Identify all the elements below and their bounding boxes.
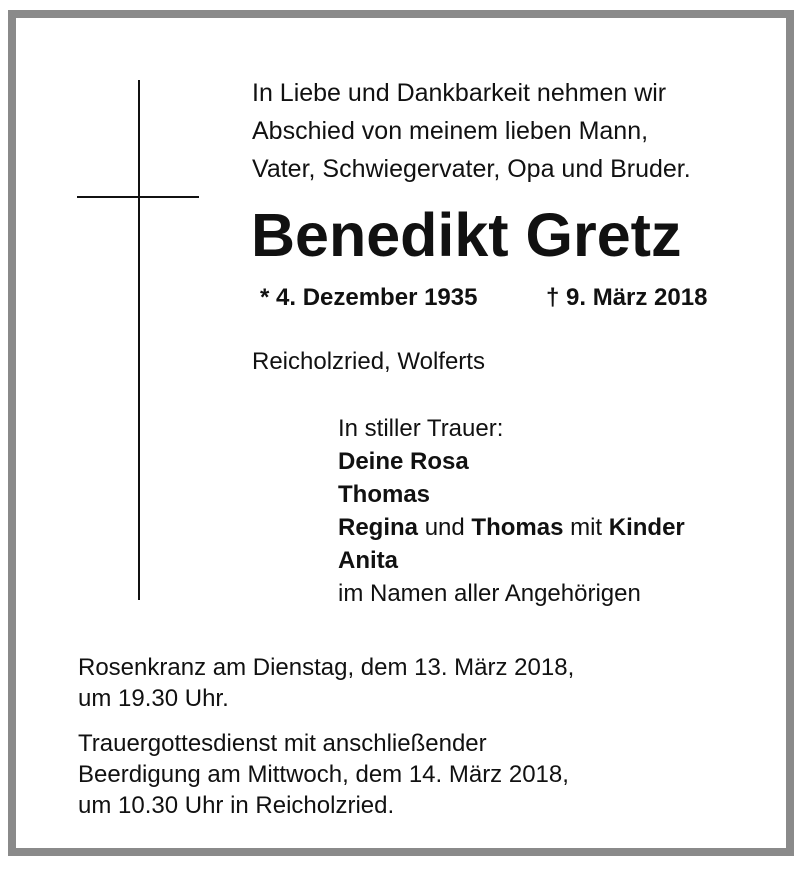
funeral-line: Trauergottesdienst mit anschließender — [78, 730, 487, 757]
mourners-list — [338, 412, 685, 610]
connector-text: mit — [570, 514, 603, 541]
connector-text: und — [424, 514, 465, 541]
obituary-frame — [8, 10, 794, 856]
intro-line: Vater, Schwiegervater, Opa und Bruder. — [252, 155, 691, 183]
service-info — [78, 652, 574, 821]
birth-date: * 4. Dezember 1935 — [260, 284, 478, 311]
intro-line: Abschied von meinem lieben Mann, — [252, 117, 649, 145]
intro-text — [252, 74, 691, 188]
cross-icon-bar — [77, 196, 199, 198]
rosary-line: Rosenkranz am Dienstag, dem 13. März 2018, — [78, 654, 575, 681]
place-of-residence: Reicholzried, Wolferts — [252, 348, 485, 375]
funeral-line: Beerdigung am Mittwoch, dem 14. März 2018, — [78, 761, 569, 788]
mourner-line — [338, 511, 685, 544]
mourners-closing: im Namen aller Angehörigen — [338, 580, 641, 607]
rosary-line: um 19.30 Uhr. — [78, 685, 229, 712]
cross-icon — [138, 80, 140, 600]
funeral-line: um 10.30 Uhr in Reicholzried. — [78, 792, 395, 819]
death-date: † 9. März 2018 — [546, 284, 708, 311]
mourner: Thomas — [338, 481, 431, 508]
mourners-heading: In stiller Trauer: — [338, 415, 504, 442]
intro-line: In Liebe und Dankbarkeit nehmen wir — [252, 79, 667, 107]
mourner: Deine Rosa — [338, 448, 469, 475]
mourner: Anita — [338, 547, 398, 574]
mourner: Thomas — [471, 514, 564, 541]
deceased-name: Benedikt Gretz — [251, 201, 682, 269]
mourner: Regina — [338, 514, 419, 541]
mourner: Kinder — [608, 514, 685, 541]
